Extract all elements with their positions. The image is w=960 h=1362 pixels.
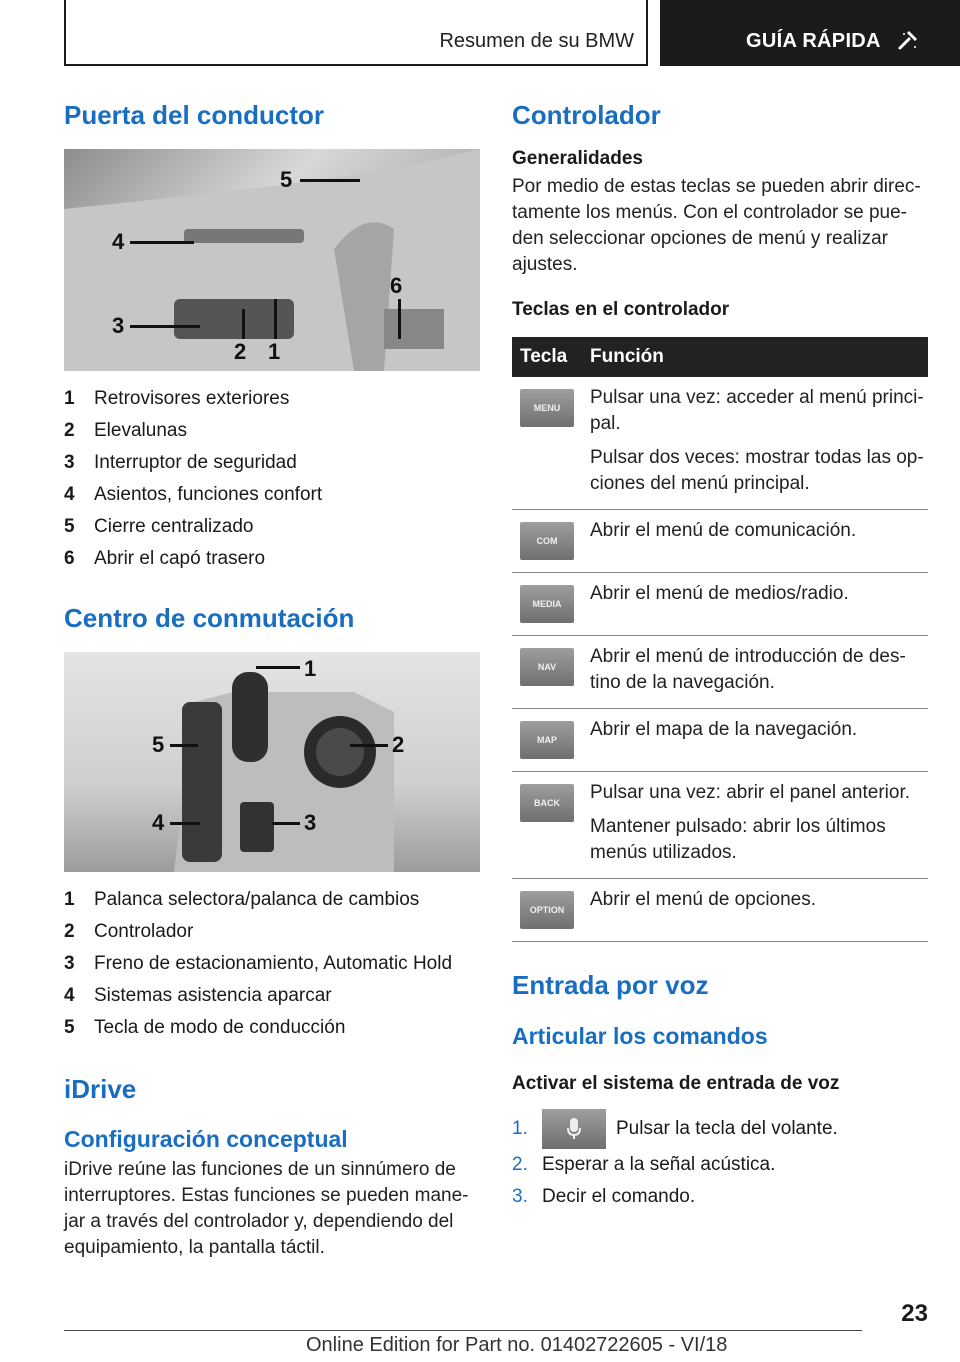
table-row: MAP Abrir el mapa de la navegación. bbox=[512, 708, 928, 771]
door-photo bbox=[64, 149, 480, 371]
door-callout-6: 6 bbox=[390, 273, 403, 299]
list-item: 2 Controlador bbox=[64, 921, 194, 943]
list-item: 4 Asientos, funciones confort bbox=[64, 484, 323, 506]
door-leader-line bbox=[130, 241, 194, 244]
microphone-icon bbox=[542, 1109, 606, 1149]
door-panel-shape bbox=[64, 149, 480, 371]
list-item: 4 Sistemas asistencia aparcar bbox=[64, 985, 332, 1007]
general-title: Generalidades bbox=[512, 148, 643, 170]
door-callout-5: 5 bbox=[280, 167, 293, 193]
list-item: 1. Pulsar la tecla del volante. bbox=[512, 1109, 928, 1149]
table-header-row bbox=[512, 337, 928, 377]
center-callout-1: 1 bbox=[304, 656, 317, 682]
door-leader-line bbox=[130, 325, 200, 328]
table-row: BACK Pulsar una vez: abrir el panel anterior. Mantener pulsado: abrir los últimos menús utilizados. bbox=[512, 771, 928, 878]
com-key-icon: COM bbox=[520, 522, 574, 560]
list-item: 3 Freno de estacionamiento, Automatic Hold bbox=[64, 953, 453, 975]
door-callout-3: 3 bbox=[112, 313, 125, 339]
center-legend bbox=[64, 884, 480, 1044]
header-section-title: Resumen de su BMW bbox=[439, 30, 634, 52]
option-key-icon: OPTION bbox=[520, 891, 574, 929]
right-column bbox=[512, 100, 928, 1213]
door-legend bbox=[64, 383, 480, 575]
keys-title: Teclas en el controlador bbox=[512, 298, 730, 320]
back-key-icon: BACK bbox=[520, 784, 574, 822]
controller-keys-table bbox=[512, 337, 928, 942]
menu-key-icon: MENU bbox=[520, 389, 574, 427]
door-leader-line bbox=[300, 179, 360, 182]
concept-title: Configuración conceptual bbox=[64, 1125, 348, 1152]
controller-title: Controlador bbox=[512, 100, 661, 130]
voice-steps bbox=[512, 1109, 928, 1213]
page-number: 23 bbox=[901, 1300, 928, 1327]
footer-divider bbox=[64, 1330, 862, 1331]
center-leader-line bbox=[256, 666, 300, 669]
activate-title: Activar el sistema de entrada de voz bbox=[512, 1073, 840, 1095]
header-guide-box bbox=[660, 0, 960, 66]
concept-text: iDrive reúne las funciones de un sinnúmero de interruptores. Estas funciones se pueden mane-jar a través del controlador y, dependiendo del equipamiento, la pantalla táctil. bbox=[64, 1159, 469, 1259]
left-column bbox=[64, 100, 480, 1261]
table-row: MEDIA Abrir el menú de medios/radio. bbox=[512, 572, 928, 635]
nav-key-icon: NAV bbox=[520, 648, 574, 686]
table-row: NAV Abrir el menú de introducción de des-tino de la navegación. bbox=[512, 635, 928, 708]
idrive-title: iDrive bbox=[64, 1074, 137, 1105]
column-header-key: Tecla bbox=[512, 337, 582, 377]
list-item: 3. Decir el comando. bbox=[512, 1186, 696, 1208]
list-item: 6 Abrir el capó trasero bbox=[64, 548, 266, 570]
door-leader-line bbox=[398, 299, 401, 339]
list-item: 3 Interruptor de seguridad bbox=[64, 452, 297, 474]
door-leader-line bbox=[242, 309, 245, 339]
door-callout-1: 1 bbox=[268, 339, 281, 365]
door-leader-line bbox=[274, 299, 277, 339]
list-item: 2 Elevalunas bbox=[64, 420, 187, 442]
table-row: COM Abrir el menú de comunicación. bbox=[512, 509, 928, 572]
list-item: 5 Tecla de modo de conducción bbox=[64, 1017, 346, 1039]
general-text: Por medio de estas teclas se pueden abrir direc-tamente los menús. Con el controlador se pue-den seleccionar opciones de menú y realizar ajustes. bbox=[512, 175, 921, 275]
door-title: Puerta del conductor bbox=[64, 100, 325, 130]
map-key-icon: MAP bbox=[520, 721, 574, 759]
list-item: 5 Cierre centralizado bbox=[64, 516, 254, 538]
center-leader-line bbox=[170, 822, 200, 825]
center-callout-4: 4 bbox=[152, 810, 165, 836]
header-guide-title: GUÍA RÁPIDA bbox=[746, 30, 881, 52]
center-console-photo bbox=[64, 652, 480, 872]
console-shape bbox=[64, 652, 480, 872]
center-callout-3: 3 bbox=[304, 810, 317, 836]
media-key-icon: MEDIA bbox=[520, 585, 574, 623]
center-callout-5: 5 bbox=[152, 732, 165, 758]
center-leader-line bbox=[350, 744, 388, 747]
door-callout-4: 4 bbox=[112, 229, 125, 255]
center-callout-2: 2 bbox=[392, 732, 405, 758]
list-item: 1 Palanca selectora/palanca de cambios bbox=[64, 889, 420, 911]
table-row: OPTION Abrir el menú de opciones. bbox=[512, 878, 928, 941]
center-leader-line bbox=[170, 744, 198, 747]
column-header-function: Función bbox=[582, 337, 928, 377]
articulate-title: Articular los comandos bbox=[512, 1022, 768, 1049]
list-item: 1 Retrovisores exteriores bbox=[64, 388, 290, 410]
header-section-box bbox=[64, 0, 648, 66]
door-callout-2: 2 bbox=[234, 339, 247, 365]
hammer-icon bbox=[896, 28, 920, 52]
footer-edition: Online Edition for Part no. 01402722605 - VI/18 bbox=[306, 1334, 728, 1356]
table-row: MENU Pulsar una vez: acceder al menú princi-pal. Pulsar dos veces: mostrar todas las op-ciones del menú principal. bbox=[512, 377, 928, 510]
center-leader-line bbox=[272, 822, 300, 825]
list-item: 2. Esperar a la señal acústica. bbox=[512, 1154, 776, 1176]
voice-title: Entrada por voz bbox=[512, 969, 709, 1000]
center-title: Centro de conmutación bbox=[64, 603, 355, 634]
